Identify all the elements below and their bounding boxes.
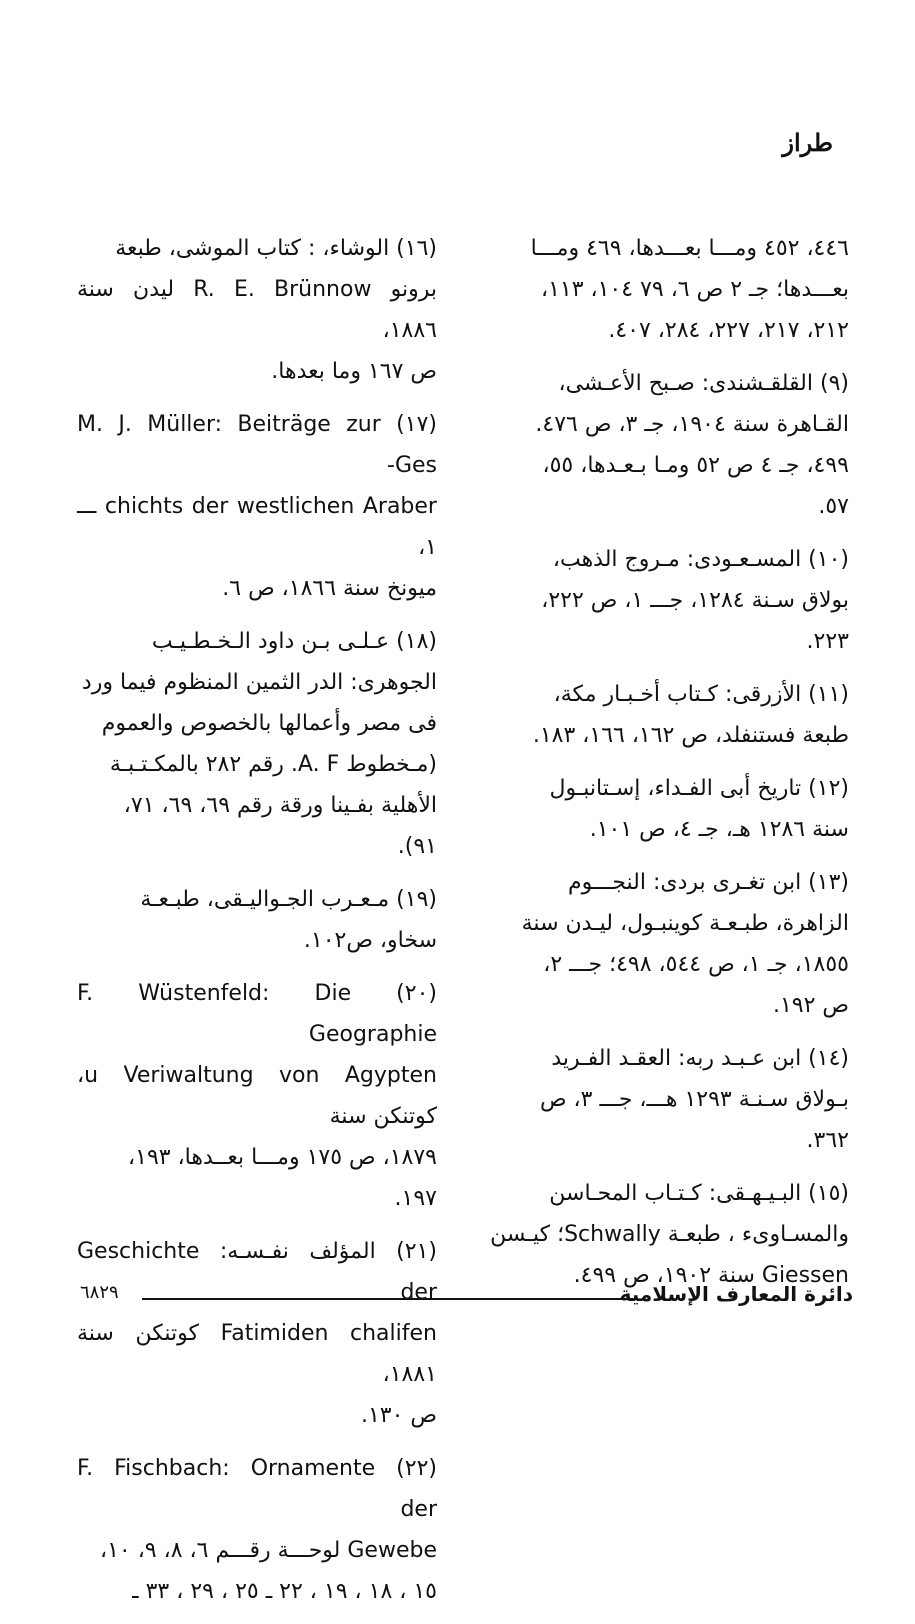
right-column <box>489 228 849 1308</box>
entry-line: chichts der westlichen Araber ـــ ١، <box>77 494 437 560</box>
entry-line: فى مصر وأعمالها بالخصوص والعموم <box>101 711 437 736</box>
entry-line: سخاو، ص١٠٢. <box>303 928 437 953</box>
entry-line: (٢٢) F. Fischbach: Ornamente der <box>77 1456 437 1522</box>
bibliography-entry <box>489 228 849 351</box>
entry-line: Gewebe لوحـــة رقـــم ٦، ٨، ٩، ١٠، <box>99 1538 437 1563</box>
entry-line: (١١) الأزرقى: كـتاب أخـبـار مكة، <box>553 682 849 707</box>
entry-line: الأهلية بفـينا ورقة رقم ٦٩، ٦٩، ٧١، <box>123 793 437 818</box>
bibliography-entry <box>77 1448 437 1612</box>
bibliography-entry <box>77 973 437 1219</box>
bibliography-entry <box>77 621 437 867</box>
footer-divider <box>142 1298 633 1300</box>
entry-line: (١٧) M. J. Müller: Beiträge zur Ges- <box>77 412 437 478</box>
running-header: طراز <box>782 128 833 157</box>
entry-line: بـولاق سـنـة ١٢٩٣ هـــ، جـــ ٣، ص <box>539 1087 849 1112</box>
entry-line: ١٨٥٥، جـ ١، ص ٥٤٤، ٤٩٨؛ جـــ ٢، <box>543 952 849 977</box>
entry-line: القـاهرة سنة ١٩٠٤، جـ ٣، ص ٤٧٦. <box>535 412 849 437</box>
entry-line: (١٦) الوشاء، : كتاب الموشى، طبعة <box>115 236 437 261</box>
entry-line: طبعة فستنفلد، ص ١٦٢، ١٦٦، ١٨٣. <box>532 723 849 748</box>
entry-line: ٥٧. <box>818 494 849 519</box>
page-footer <box>80 1282 853 1312</box>
entry-line: u Veriwaltung von Agypten، كوتنكن سنة <box>77 1063 437 1129</box>
entry-line: (٩) القلقـشندى: صـبح الأعـشى، <box>558 371 849 396</box>
entry-line: ٢١٢، ٢١٧، ٢٢٧، ٢٨٤، ٤٠٧. <box>608 318 849 343</box>
entry-line: Fatimiden chalifen كوتنكن سنة ١٨٨١، <box>77 1321 437 1387</box>
bibliography-entry <box>77 879 437 961</box>
left-column <box>77 228 437 1624</box>
entry-line: (٢١) المؤلف نفـسـه: Geschichte der <box>77 1239 437 1305</box>
entry-line: ص ١٩٢. <box>772 993 849 1018</box>
entry-line: ٢٢٣. <box>806 629 849 654</box>
entry-line: ١٨٧٩، ص ١٧٥ ومـــا بعــدها، ١٩٣، <box>128 1145 437 1170</box>
entry-line: (١٤) ابن عـبـد ربه: العقـد الفـريد <box>551 1046 849 1071</box>
entry-line: (١٠) المسـعـودى: مـروج الذهب، <box>552 547 849 572</box>
entry-line: الجوهرى: الدر الثمين المنظوم فيما ورد <box>81 670 437 695</box>
entry-line: ٩١). <box>397 834 437 859</box>
bibliography-entry <box>77 1231 437 1436</box>
entry-line: بعـــدها؛ جـ ٢ ص ٦، ٧٩ ١٠٤، ١١٣، <box>540 277 849 302</box>
bibliography-entry <box>489 862 849 1026</box>
entry-line: برونو R. E. Brünnow ليدن سنة ١٨٨٦، <box>77 277 438 343</box>
entry-line: بولاق سـنة ١٢٨٤، جـــ ١، ص ٢٢٢، <box>541 588 849 613</box>
entry-line: (مـخطوط A. F. رقم ٢٨٢ بالمكـتـبـة <box>109 752 437 777</box>
bibliography-entry <box>77 404 437 609</box>
bibliography-entry <box>489 539 849 662</box>
entry-line: (١٨) عـلـى بـن داود الـخـطـيـب <box>151 629 437 654</box>
entry-line: سنة ١٢٨٦ هـ، جـ ٤، ص ١٠١. <box>589 817 849 842</box>
entry-line: ٤٤٦، ٤٥٢ ومـــا بعـــدها، ٤٦٩ ومـــا <box>530 236 849 261</box>
entry-line: ٣٦٢. <box>806 1128 849 1153</box>
entry-line: (٢٠) F. Wüstenfeld: Die Geographie <box>77 981 438 1047</box>
page-number: ٦٨٢٩ <box>80 1282 119 1303</box>
entry-line: ميونخ سنة ١٨٦٦، ص ٦. <box>222 576 437 601</box>
entry-line: الزاهرة، طبـعـة كوينبـول، ليـدن سنة <box>521 911 849 936</box>
bibliography-entry <box>489 1173 849 1296</box>
entry-line: ص ١٦٧ وما بعدها. <box>271 359 437 384</box>
bibliography-entry <box>489 768 849 850</box>
bibliography-entry <box>489 674 849 756</box>
entry-line: (١٥) البـيـهـقى: كـتـاب المحـاسن <box>549 1181 849 1206</box>
entry-line: ١٩٧. <box>394 1186 437 1211</box>
bibliography-entry <box>489 1038 849 1161</box>
bibliography-entry <box>77 228 437 392</box>
entry-line: ١٥ ، ١٨ ، ١٩ ، ٢٢ ـ ٢٥ ، ٢٩ ، ٣٣ ـ <box>132 1579 437 1604</box>
entry-line: (١٩) مـعـرب الجـواليـقى، طبـعـة <box>140 887 437 912</box>
entry-line: والمسـاوىء ، طبعـة Schwally؛ كيـسن <box>490 1222 849 1247</box>
footer-title: دائرة المعارف الإسلامية <box>619 1282 853 1306</box>
entry-line: ص ١٣٠. <box>360 1403 437 1428</box>
entry-line: ٤٩٩، جـ ٤ ص ٥٢ ومـا بـعـدها، ٥٥، <box>542 453 849 478</box>
entry-line: (١٣) ابن تغـرى بردى: النجـــوم <box>568 870 849 895</box>
entry-line: Giessen سنة ١٩٠٢، ص ٤٩٩. <box>573 1263 849 1288</box>
entry-line: (١٢) تاريخ أبى الفـداء، إسـتانبـول <box>549 776 849 801</box>
bibliography-entry <box>489 363 849 527</box>
